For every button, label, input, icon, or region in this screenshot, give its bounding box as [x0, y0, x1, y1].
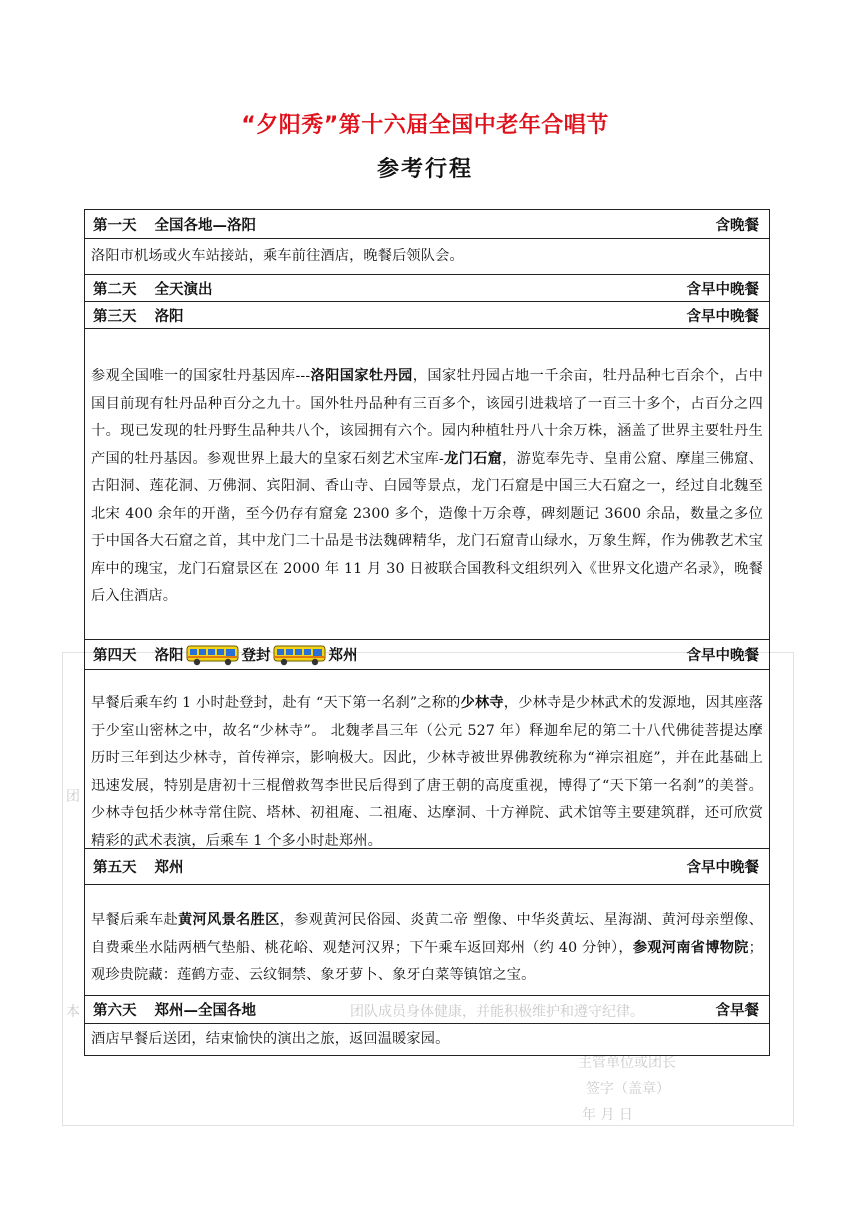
meal-info: 含早餐	[715, 1003, 759, 1019]
day-1-description: 洛阳市机场或火车站接站，乘车前往酒店，晚餐后领队会。	[85, 239, 769, 275]
itinerary-table	[84, 209, 770, 1056]
day-label: 第五天	[93, 860, 137, 876]
highlight-peony-garden: 洛阳国家牡丹园	[310, 368, 413, 384]
day-1-header	[85, 210, 769, 239]
highlight-longmen-grottoes: 龙门石窟	[443, 450, 503, 467]
highlight-shaolin-temple: 少林寺	[460, 695, 504, 711]
meal-info: 含早中晚餐	[686, 308, 759, 325]
day-4-description: 早餐后乘车约 1 小时赴登封，赴有 “天下第一名刹”之称的少林寺，少林寺是少林武术的发源地，因其座落于少室山密林之中，故名“少林寺”。 北魏孝昌三年（公元 527 年）释迦牟尼的第二十八代佛徒菩提达摩历时三年到达少林寺，首传禅宗，影响极大。因此，少林寺被世界佛教统称为“禅宗祖庭”，并在此基础上迅速发展，特别是唐初十三棍僧救驾李世民后得到了唐王朝的高度重视，博得了“天下第一名刹”的美誉。少林寺包括少林寺常住院、塔林、初祖庵、二祖庵、达摩洞、十方禅院、武术馆等主要建筑群，还可欣赏精彩的武术表演，后乘车 1 个多小时赴郑州。	[85, 670, 769, 849]
day-label: 第六天	[93, 1003, 137, 1019]
day-5-description: 早餐后乘车赴黄河风景名胜区，参观黄河民俗园、炎黄二帝 塑像、中华炎黄坛、星海湖、黄河母亲塑像、自费乘坐水陆两栖气垫船、桃花峪、观楚河汉界；下午乘车返回郑州（约 40 分钟），参观河南省博物院；观珍贵院藏：莲鹤方壶、云纹铜禁、象牙萝卜、象牙白菜等镇馆之宝。	[85, 885, 769, 996]
bus-icon	[273, 644, 327, 666]
bus-icon	[186, 644, 240, 666]
meal-info: 含早中晚餐	[686, 860, 759, 876]
highlight-yellow-river: 黄河风景名胜区	[178, 912, 280, 928]
day-2-header	[85, 275, 769, 302]
day-label: 第二天	[93, 281, 137, 298]
day-route: 郑州	[154, 860, 184, 876]
day-route: 洛阳	[154, 308, 184, 325]
bleed-through-text: 本	[66, 1004, 80, 1020]
meal-info: 含早中晚餐	[686, 281, 759, 298]
day-route: 郑州—全国各地	[154, 1003, 256, 1019]
meal-info: 含晚餐	[715, 217, 759, 234]
highlight-henan-museum: 参观河南省博物院	[632, 939, 749, 956]
day-5-header	[85, 849, 769, 885]
day-label: 第一天	[93, 217, 137, 234]
day-label: 第三天	[93, 308, 137, 325]
day-6-header	[85, 996, 769, 1024]
day-3-header	[85, 302, 769, 329]
day-label: 第四天	[93, 648, 137, 664]
day-3-description: 参观全国唯一的国家牡丹基因库---洛阳国家牡丹园，国家牡丹园占地一千余亩，牡丹品种七百余个，占中国目前现有牡丹品种百分之九十。国外牡丹品种有三百多个，该园引进栽培了一百三十多个，占百分之四十。现已发现的牡丹野生品种共八个，该园拥有六个。园内种植牡丹八十余万株，涵盖了世界主要牡丹生产国的牡丹基因。参观世界上最大的皇家石刻艺术宝库-龙门石窟，游览奉先寺、皇甫公窟、摩崖三佛窟、古阳洞、莲花洞、万佛洞、宾阳洞、香山寺、白园等景点，龙门石窟是中国三大石窟之一，经过自北魏至北宋 400 余年的开凿，至今仍存有窟龛 2300 多个，造像十万余尊，碑刻题记 3600 余品，数量之多位于中国各大石窟之首，其中龙门二十品是书法魏碑精华，龙门石窟青山绿水，万象生辉，作为佛教艺术宝库中的瑰宝，龙门石窟景区在 2000 年 11 月 30 日被联合国教科文组织列入《世界文化遗产名录》，晚餐后入住酒店。	[85, 329, 769, 640]
meal-info: 含早中晚餐	[686, 648, 759, 664]
day-6-description: 酒店早餐后送团，结束愉快的演出之旅，返回温暖家园。	[85, 1024, 769, 1056]
route-stop: 洛阳	[154, 648, 184, 664]
bleed-through-date: 年 月 日	[582, 1107, 633, 1123]
bleed-through-signature: 主管单位或团长	[578, 1055, 676, 1071]
day-4-header	[85, 640, 769, 670]
day-route: 全天演出	[154, 281, 213, 298]
route-stop: 登封	[241, 648, 271, 664]
document-title: “夕阳秀”第十六届全国中老年合唱节	[241, 113, 609, 138]
document-subtitle: 参考行程	[376, 157, 473, 182]
day-route: 全国各地—洛阳	[154, 217, 256, 234]
route-stop: 郑州	[328, 648, 358, 664]
bleed-through-text: 团队成员身体健康，并能积极维护和遵守纪律。	[350, 1004, 644, 1020]
bleed-through-signature: 签字（盖章）	[586, 1081, 670, 1097]
bleed-through-text: 团	[66, 789, 80, 805]
